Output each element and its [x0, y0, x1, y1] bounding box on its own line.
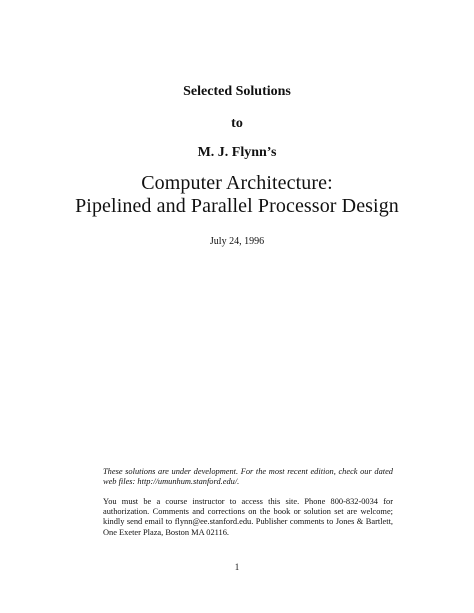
development-note: These solutions are under development. For the most recent edition, check our dated web files: http://umunhum.stanford.edu/. — [103, 467, 393, 487]
heading-to: to — [231, 116, 243, 131]
access-note: You must be a course instructor to access this site. Phone 800-832-0034 for authorization. Comments and corrections on the book or solution set are welcome; kindly send email to flynn@ee.stanford.edu. Publisher comments to Jones & Bartlett, One Exeter Plaza, Boston MA 02116. — [103, 497, 393, 537]
heading-selected-solutions: Selected Solutions — [183, 84, 291, 99]
heading-author: M. J. Flynn’s — [197, 145, 277, 160]
document-date: July 24, 1996 — [209, 236, 265, 247]
book-title-line-1: Computer Architecture: — [141, 172, 333, 194]
page-number: 1 — [234, 562, 240, 572]
book-title-line-2: Pipelined and Parallel Processor Design — [75, 195, 399, 217]
